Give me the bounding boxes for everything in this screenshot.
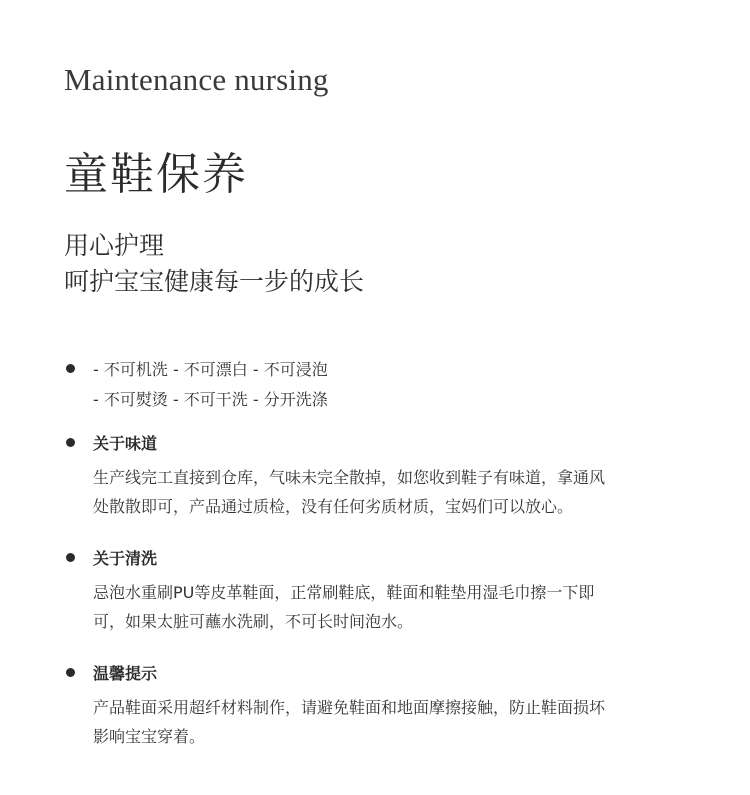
bullet-dot-icon — [66, 553, 75, 562]
section-text-smell-line-1: 生产线完工直接到仓库，气味未完全散掉，如您收到鞋子有味道，拿通风 — [93, 468, 606, 487]
section-heading-tips: 温馨提示 — [93, 664, 158, 683]
english-title: Maintenance nursing — [64, 62, 329, 97]
bullet-dot-icon — [66, 668, 75, 677]
section-text-smell-line-2: 处散散即可，产品通过质检，没有任何劣质材质，宝妈们可以放心。 — [93, 497, 574, 516]
bullet-dot-icon — [66, 438, 75, 447]
bullet-dot-icon — [66, 364, 75, 373]
care-rules-line-2: - 不可熨烫 - 不可干洗 - 分开洗涤 — [93, 390, 328, 409]
chinese-title: 童鞋保养 — [64, 149, 248, 200]
tagline-line-2: 呵护宝宝健康每一步的成长 — [64, 267, 365, 296]
section-text-tips-line-1: 产品鞋面采用超纤材料制作，请避免鞋面和地面摩擦接触，防止鞋面损坏 — [93, 698, 606, 717]
tagline-line-1: 用心护理 — [64, 231, 165, 260]
section-text-cleaning-line-1: 忌泡水重刷PU等皮革鞋面，正常刷鞋底，鞋面和鞋垫用湿毛巾擦一下即 — [93, 583, 595, 602]
section-heading-cleaning: 关于清洗 — [93, 549, 158, 568]
section-text-tips-line-2: 影响宝宝穿着。 — [93, 727, 206, 746]
care-rules-line-1: - 不可机洗 - 不可漂白 - 不可浸泡 — [93, 360, 328, 379]
section-heading-smell: 关于味道 — [93, 434, 158, 453]
section-text-cleaning-line-2: 可，如果太脏可蘸水洗刷，不可长时间泡水。 — [93, 612, 414, 631]
